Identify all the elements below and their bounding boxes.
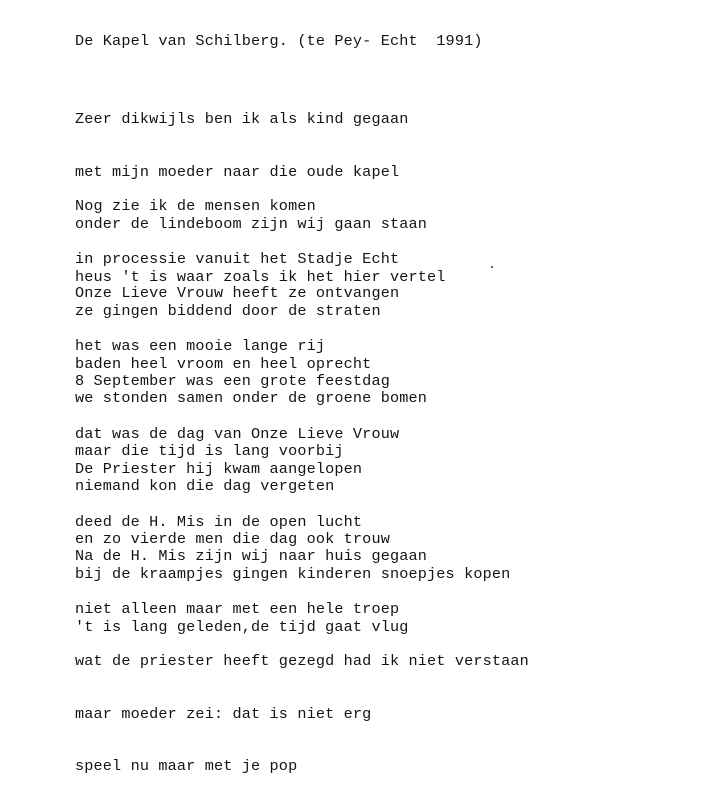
poem-line: Na de H. Mis zijn wij naar huis gegaan <box>75 547 428 565</box>
poem-line: De Priester hij kwam aangelopen <box>75 460 363 478</box>
poem-line: Zeer dikwijls ben ik als kind gegaan <box>75 110 409 128</box>
poem-line: in processie vanuit het Stadje Echt <box>75 249 400 268</box>
poem-line: dat was de dag van Onze Lieve Vrouw <box>75 424 400 443</box>
poem-line: niemand kon die dag vergeten <box>75 477 335 495</box>
poem-line: 8 September was een grote feestdag <box>75 372 390 390</box>
poem-line: 't is lang geleden,de tijd gaat vlug <box>75 617 409 636</box>
poem-line: baden heel vroom en heel oprecht <box>75 354 372 373</box>
poem-line: heus 't is waar zoals ik het hier vertel <box>75 267 446 286</box>
poem-line: wat de priester heeft gezegd had ik niet verstaan <box>75 652 529 670</box>
poem-line: het was een mooie lange rij <box>75 336 326 355</box>
poem-line: en zo vierde men die dag ook trouw <box>75 529 390 548</box>
poem-line: Nog zie ik de mensen komen <box>75 197 316 215</box>
poem-line: Onze Lieve Vrouw heeft ze ontvangen <box>75 284 400 302</box>
poem-line: we stonden samen onder de groene bomen <box>75 389 428 407</box>
poem-line: maar moeder zei: dat is niet erg <box>75 704 372 723</box>
poem-title: De Kapel van Schilberg. (te Pey- Echt 1991) <box>75 32 483 50</box>
poem-line: onder de lindeboom zijn wij gaan staan <box>75 215 428 233</box>
poem-line: ze gingen biddend door de straten <box>75 302 381 320</box>
ink-speck <box>491 266 493 268</box>
poem-line: speel nu maar met je pop <box>75 757 298 775</box>
poem-line: met mijn moeder naar die oude kapel <box>75 162 400 181</box>
poem-line: maar die tijd is lang voorbij <box>75 441 344 460</box>
stanza <box>75 513 529 811</box>
poem-line: deed de H. Mis in de open lucht <box>75 512 363 531</box>
poem-line: niet alleen maar met een hele troep <box>75 599 400 618</box>
poem-line: bij de kraampjes gingen kinderen snoepjes kopen <box>75 565 511 583</box>
